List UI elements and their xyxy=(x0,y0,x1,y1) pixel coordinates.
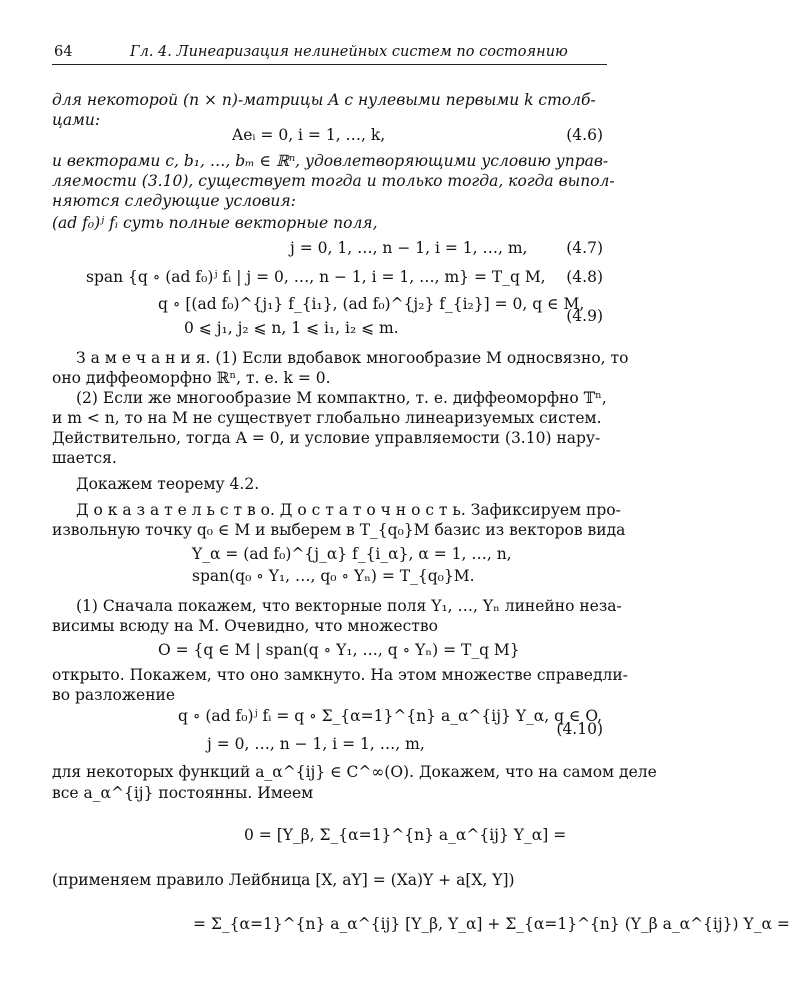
equation: j = 0, 1, …, n − 1, i = 1, …, m, xyxy=(290,239,528,257)
equation: q ∘ (ad f₀)ʲ fᵢ = q ∘ Σ_{α=1}^{n} a_α^{ij} Y_α, q ∈ O, xyxy=(178,707,603,725)
equation: j = 0, …, n − 1, i = 1, …, m, xyxy=(207,735,425,753)
text-line: (ad f₀)ʲ fᵢ суть полные векторные поля, xyxy=(52,214,378,232)
equation-number: (4.9) xyxy=(566,307,603,325)
text-line: и векторами c, b₁, …, bₘ ∈ ℝⁿ, удовлетворяющими условию управ- xyxy=(52,152,609,170)
text-line: (применяем правило Лейбница [X, aY] = (Xa)Y + a[X, Y]) xyxy=(52,871,515,889)
equation: Aeᵢ = 0, i = 1, …, k, xyxy=(232,126,386,144)
equation: span {q ∘ (ad f₀)ʲ fᵢ | j = 0, …, n − 1, i = 1, …, m} = T_q M, xyxy=(86,268,546,286)
text-line: ляемости (3.10), существует тогда и только тогда, когда выпол- xyxy=(52,172,615,190)
equation: 0 = [Y_β, Σ_{α=1}^{n} a_α^{ij} Y_α] = xyxy=(244,826,567,844)
text-line: открыто. Покажем, что оно замкнуто. На этом множестве справедли- xyxy=(52,666,628,684)
text-line: висимы всюду на M. Очевидно, что множество xyxy=(52,617,438,635)
text-line: для некоторой (n × n)-матрицы A с нулевыми первыми k столб- xyxy=(52,91,596,109)
text-line: шается. xyxy=(52,449,117,467)
text-line: няются следующие условия: xyxy=(52,192,296,210)
text-line: извольную точку q₀ ∈ M и выберем в T_{q₀}M базис из векторов вида xyxy=(52,521,626,539)
equation: span(q₀ ∘ Y₁, …, q₀ ∘ Yₙ) = T_{q₀}M. xyxy=(192,567,475,585)
running-title: Гл. 4. Линеаризация нелинейных систем по состоянию xyxy=(130,44,568,60)
running-header xyxy=(52,40,607,65)
text-line: для некоторых функций a_α^{ij} ∈ C^∞(O). Докажем, что на самом деле xyxy=(52,763,657,781)
text-line: и m < n, то на M не существует глобально линеаризуемых систем. xyxy=(52,409,602,427)
equation: 0 ⩽ j₁, j₂ ⩽ n, 1 ⩽ i₁, i₂ ⩽ m. xyxy=(184,319,399,337)
equation: q ∘ [(ad f₀)^{j₁} f_{i₁}, (ad f₀)^{j₂} f_{i₂}] = 0, q ∈ M, xyxy=(158,295,585,313)
text-line: все a_α^{ij} постоянны. Имеем xyxy=(52,784,314,802)
text-line: Действительно, тогда A = 0, и условие управляемости (3.10) нару- xyxy=(52,429,601,447)
equation-number: (4.6) xyxy=(566,126,603,144)
page-number: 64 xyxy=(54,44,73,60)
text-line: З а м е ч а н и я. (1) Если вдобавок многообразие M односвязно, то xyxy=(76,349,629,367)
equation: Y_α = (ad f₀)^{j_α} f_{i_α}, α = 1, …, n, xyxy=(192,545,512,563)
equation-number: (4.10) xyxy=(556,720,603,738)
equation: = Σ_{α=1}^{n} a_α^{ij} [Y_β, Y_α] + Σ_{α=1}^{n} (Y_β a_α^{ij}) Y_α = xyxy=(193,915,790,933)
text-line: Докажем теорему 4.2. xyxy=(76,475,260,493)
equation-number: (4.7) xyxy=(566,239,603,257)
text-line: цами: xyxy=(52,111,101,129)
equation: O = {q ∈ M | span(q ∘ Y₁, …, q ∘ Yₙ) = T_q M} xyxy=(158,641,520,659)
text-line: (2) Если же многообразие M компактно, т. е. диффеоморфно 𝕋ⁿ, xyxy=(76,389,607,407)
text-line: (1) Сначала покажем, что векторные поля Y₁, …, Yₙ линейно неза- xyxy=(76,597,622,615)
text-line: Д о к а з а т е л ь с т в о. Д о с т а т о ч н о с т ь. Зафиксируем про- xyxy=(76,501,621,519)
text-line: во разложение xyxy=(52,686,176,704)
equation-number: (4.8) xyxy=(566,268,603,286)
text-line: оно диффеоморфно ℝⁿ, т. е. k = 0. xyxy=(52,369,331,387)
